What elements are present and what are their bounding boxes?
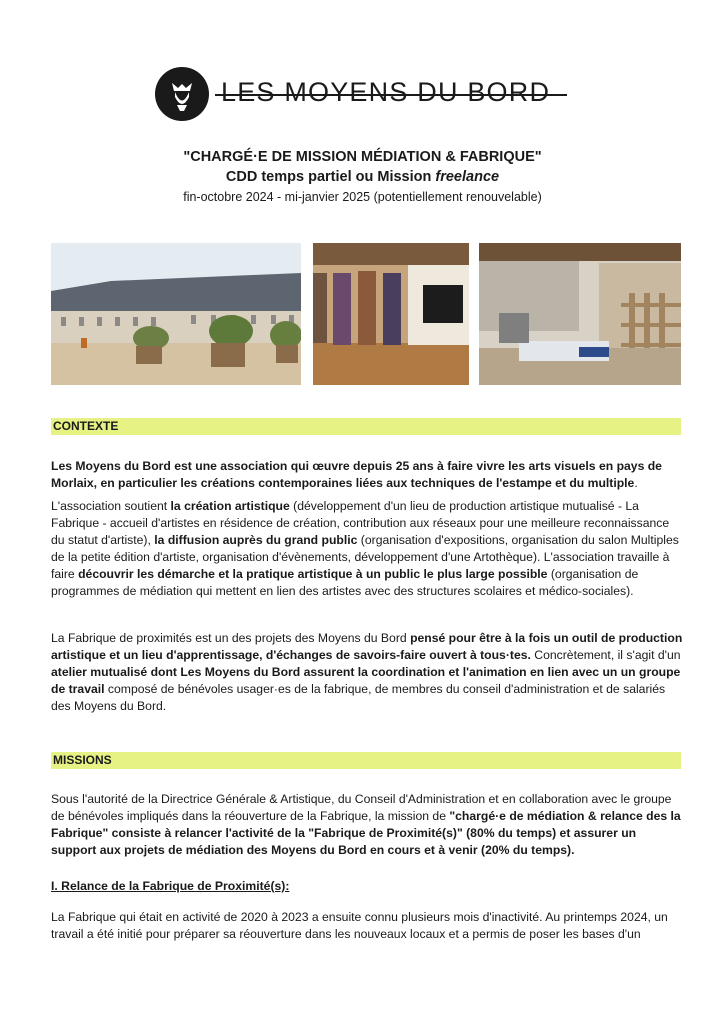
text-run-bold: la diffusion auprès du grand public: [154, 533, 358, 547]
text-run: (développement d'un lieu de production artistique mutualisé - La Fabrique - accueil d'artistes en résidence de création, contribution aux réseaux pour une meilleure reconnaissance du statut d'artiste),: [51, 499, 670, 547]
contexte-intro: [51, 458, 683, 492]
header-logo: [155, 67, 575, 121]
contexte-paragraph-3: [51, 630, 683, 715]
contract-dates: fin-octobre 2024 - mi-janvier 2025 (potentiellement renouvelable): [183, 190, 542, 204]
text-run: Concrètement, il s'agit d'un: [530, 648, 681, 662]
title-block: [0, 147, 725, 207]
photo-workshop: [479, 243, 681, 385]
text-run: Sous l'autorité de la Directrice Générale & Artistique, du Conseil d'Administration et en collaboration avec le groupe de bénévoles impliqués dans la réouverture de la Fabrique, la mission de: [51, 792, 672, 823]
job-title: "CHARGÉ·E DE MISSION MÉDIATION & FABRIQUE": [183, 149, 542, 165]
photo-exhibition: [313, 243, 469, 385]
section-heading-contexte: CONTEXTE: [51, 418, 681, 435]
text-run: La Fabrique de proximités est un des projets des Moyens du Bord: [51, 631, 411, 645]
contexte-paragraph-2: [51, 498, 683, 600]
contract-type-text: CDD temps partiel ou Mission: [225, 169, 436, 185]
text-run-bold: "chargé·e de médiation & relance des la Fabrique" consiste à relancer l'activité de la "Fabrique de Proximité(s)" (80% du temps) et assurer un support aux projets de médiation des Moyens du Bord en cours et à venir (20% du temps).: [51, 809, 681, 857]
missions-paragraph-2: La Fabrique qui était en activité de 2020 à 2023 a ensuite connu plusieurs mois d'inactivité. Au printemps 2024, un travail a été initié pour préparer sa réouverture dans les nouveaux locaux et a permis de poser les bases d'un: [51, 910, 668, 941]
text-run-bold: pensé pour être à la fois un outil de production artistique et un lieu d'apprentissage, d'échanges de savoirs-faire ouvert à tous·tes.: [51, 631, 683, 662]
contexte-intro-bold: Les Moyens du Bord est une association qui œuvre depuis 25 ans à faire vivre les arts visuels en pays de Morlaix, en particulier les créations contemporaines liées aux techniques de l'estampe et du multiple: [51, 459, 662, 490]
logo-text: LES MOYENS DU BORD: [221, 77, 551, 107]
section-heading-missions: MISSIONS: [51, 752, 681, 769]
text-run-bold: découvrir les démarche et la pratique artistique à un public le plus large possible: [78, 567, 548, 581]
contract-type: [0, 167, 725, 187]
missions-subheading: I. Relance de la Fabrique de Proximité(s):: [51, 879, 290, 893]
missions-paragraph-1: [51, 791, 683, 859]
text-run: (organisation d'expositions, organisation du salon Multiples de la petite édition d'artiste, organisation d'évènements, développement d'une Artothèque). L'association travaille à faire: [51, 533, 679, 581]
logo-mark-icon: [155, 67, 209, 121]
text-run-bold: atelier mutualisé dont Les Moyens du Bord assurent la coordination et l'animation en lien avec un un groupe de travail: [51, 665, 681, 696]
text-run: (organisation de programmes de médiation qui mettent en lien des artistes avec des structures scolaires et médico-sociales).: [51, 567, 639, 598]
contexte-intro-end: .: [634, 476, 638, 490]
text-run-bold: la création artistique: [170, 499, 290, 513]
contract-type-italic: freelance: [435, 169, 500, 185]
text-run: composé de bénévoles usager·es de la fabrique, de membres du conseil d'administration et de salariés des Moyens du Bord.: [51, 682, 666, 713]
photo-courtyard: [51, 243, 301, 385]
text-run: L'association soutient: [51, 499, 171, 513]
